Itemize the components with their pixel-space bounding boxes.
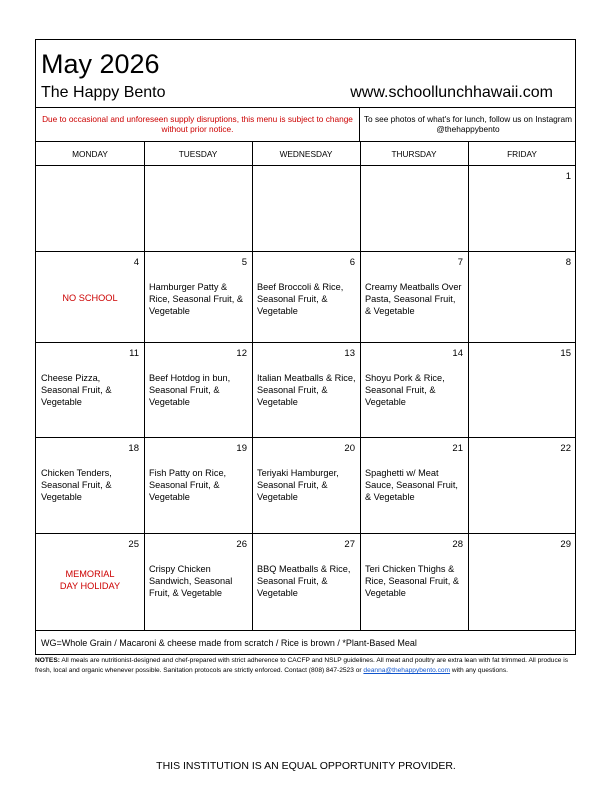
meal-text: Hamburger Patty & Rice, Seasonal Fruit, & Vegetable — [149, 282, 243, 316]
calendar-cell — [36, 533, 144, 630]
meal-text: Teri Chicken Thighs & Rice, Seasonal Fruit, & Vegetable — [365, 564, 459, 598]
meal-text: Beef Hotdog in bun, Seasonal Fruit, & Vegetable — [149, 373, 231, 407]
meal-text: Italian Meatballs & Rice, Seasonal Fruit, & Vegetable — [257, 373, 356, 407]
day-number: 15 — [560, 348, 571, 359]
special-notice: NO SCHOOL — [62, 293, 118, 303]
day-number: 11 — [129, 348, 139, 359]
legend-text: WG=Whole Grain / Macaroni & cheese made from scratch / Rice is brown / *Plant-Based Meal — [41, 638, 417, 648]
day-number: 19 — [236, 443, 247, 454]
meal-text: Shoyu Pork & Rice, Seasonal Fruit, & Vegetable — [365, 373, 445, 407]
calendar-cell — [36, 251, 144, 342]
day-number: 5 — [241, 257, 247, 268]
calendar-cell — [468, 165, 576, 251]
meal-text: Chicken Tenders, Seasonal Fruit, & Vegetable — [41, 468, 112, 502]
calendar-cell — [36, 165, 144, 251]
meal-text: Cheese Pizza, Seasonal Fruit, & Vegetable — [41, 373, 112, 407]
day-header-friday: FRIDAY — [507, 149, 537, 159]
meal-text: Spaghetti w/ Meat Sauce, Seasonal Fruit, & Vegetable — [365, 468, 458, 502]
day-number: 25 — [128, 539, 139, 550]
day-number: 14 — [452, 348, 463, 359]
disclaimer-notice: Due to occasional and unforeseen supply disruptions, this menu is subject to change without prior notice. — [42, 114, 353, 134]
calendar-cell — [360, 533, 468, 630]
day-header-thursday: THURSDAY — [391, 149, 437, 159]
day-number: 4 — [133, 257, 139, 268]
day-number: 6 — [349, 257, 355, 268]
meal-text: BBQ Meatballs & Rice, Seasonal Fruit, & Vegetable — [257, 564, 351, 598]
calendar-cell — [360, 342, 468, 437]
vendor-name: The Happy Bento — [41, 84, 166, 101]
calendar-cell — [468, 437, 576, 533]
calendar-cell — [252, 251, 360, 342]
meal-text: Fish Patty on Rice, Seasonal Fruit, & Vegetable — [149, 468, 227, 502]
day-number: 13 — [344, 348, 355, 359]
page-title: May 2026 — [41, 49, 160, 79]
day-header-tuesday: TUESDAY — [178, 149, 218, 159]
day-header-wednesday: WEDNESDAY — [279, 149, 333, 159]
calendar-cell — [468, 342, 576, 437]
calendar-cell — [360, 165, 468, 251]
calendar-cell — [36, 437, 144, 533]
divider — [36, 141, 575, 142]
special-notice: MEMORIAL DAY HOLIDAY — [59, 569, 121, 591]
equal-opportunity-statement: THIS INSTITUTION IS AN EQUAL OPPORTUNITY PROVIDER. — [156, 760, 456, 772]
notes-block — [35, 656, 576, 676]
divider — [359, 107, 360, 141]
menu-frame — [35, 39, 576, 655]
day-number: 12 — [236, 348, 247, 359]
notes-text: All meals are nutritionist-designed and chef-prepared with strict adherence to CACFP and NSLP guidelines. All meat and poultry are extra lean with fat trimmed. All produce is fresh, local and organic whenever possible. Sanitation protocols are strictly enforced. Contact (808) 847-2523 or — [35, 657, 569, 674]
calendar-cell — [144, 437, 252, 533]
divider — [36, 630, 575, 631]
calendar-cell — [360, 251, 468, 342]
calendar-cell — [252, 437, 360, 533]
calendar-cell — [360, 437, 468, 533]
calendar-cell — [252, 342, 360, 437]
day-number: 20 — [344, 443, 355, 454]
day-number: 18 — [128, 443, 139, 454]
meal-text: Crispy Chicken Sandwich, Seasonal Fruit, & Vegetable — [149, 564, 233, 598]
meal-text: Teriyaki Hamburger, Seasonal Fruit, & Vegetable — [257, 468, 339, 502]
calendar-cell — [468, 533, 576, 630]
day-header-monday: MONDAY — [72, 149, 108, 159]
calendar-cell — [144, 342, 252, 437]
calendar-cell — [252, 165, 360, 251]
notes-label: NOTES: — [35, 657, 60, 664]
contact-email-link[interactable]: deanna@thehappybento.com — [363, 667, 451, 674]
meal-text: Beef Broccoli & Rice, Seasonal Fruit, & Vegetable — [257, 282, 344, 316]
day-number: 21 — [452, 443, 463, 454]
day-number: 1 — [565, 171, 571, 182]
calendar-cell — [468, 251, 576, 342]
day-number: 7 — [457, 257, 463, 268]
calendar-cell — [144, 251, 252, 342]
instagram-notice: To see photos of what's for lunch, follow us on Instagram @thehappybento — [363, 114, 573, 134]
meal-text: Creamy Meatballs Over Pasta, Seasonal Fruit, & Vegetable — [365, 282, 462, 316]
day-number: 8 — [565, 257, 571, 268]
website-text: www.schoollunchhawaii.com — [350, 84, 553, 101]
calendar-cell — [252, 533, 360, 630]
day-number: 22 — [560, 443, 571, 454]
calendar-cell — [36, 342, 144, 437]
divider — [36, 107, 575, 108]
calendar-cell — [144, 165, 252, 251]
day-number: 29 — [560, 539, 571, 550]
calendar-cell — [144, 533, 252, 630]
day-number: 28 — [452, 539, 463, 550]
notes-suffix: with any questions. — [451, 667, 508, 674]
day-number: 27 — [344, 539, 355, 550]
day-number: 26 — [236, 539, 247, 550]
